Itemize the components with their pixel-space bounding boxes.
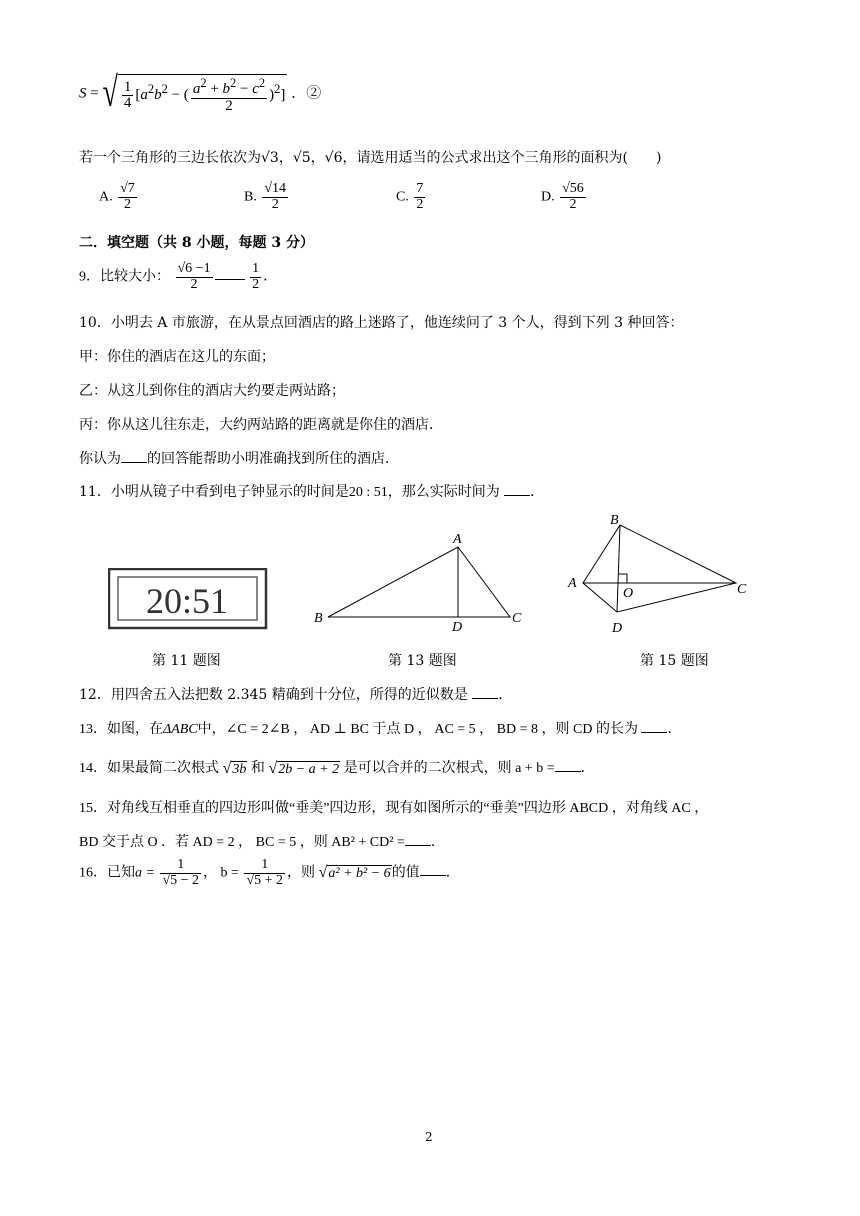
caption-fig11: 第 11 题图 [152, 653, 221, 669]
clock-figure [108, 568, 268, 630]
question-10-ask: 你认为 的回答能帮助小明准确找到所住的酒店． [79, 448, 399, 468]
question-11: 11．小明从镜子中看到电子钟显示的时间是20 : 51，那么实际时间为 ． [79, 481, 544, 501]
label-c: C [512, 611, 522, 626]
answer-yi: 乙：从这儿到你住的酒店大约要走两站路； [79, 383, 345, 399]
question-13: 13．如图，在ΔABC中，∠C = 2∠B ， AD ⊥ BC 于点 D ， AC = 5 ， BD = 8 ，则 CD 的长为 ． [79, 718, 681, 738]
question-10: 10．小明去 A 市旅游，在从景点回酒店的路上迷路了，他连续问了 3 个人，得到下列 3 种回答： [79, 315, 684, 331]
question-15-line2: BD 交于点 O ．若 AD = 2 ， BC = 5 ，则 AB² + CD² = ． [79, 831, 445, 851]
option-c[interactable]: C. $\frac{7}{2}$ [396, 181, 424, 212]
answer-blank[interactable] [504, 481, 530, 496]
heron-formula: S = √ $\frac{1}{4}$ [$a^2b^2$ − ( $\frac{a^2 + b^2 - c^2}{2}$ )$^2$] ．② [79, 70, 322, 117]
answer-blank[interactable] [555, 757, 581, 772]
circled-number: ② [306, 85, 322, 102]
label-b: B [314, 611, 323, 626]
section-title: 二．填空题（共 8 小题，每题 3 分） [79, 235, 314, 251]
question-12: 12．用四舍五入法把数 2.345 精确到十分位，所得的近似数是 ． [79, 684, 512, 704]
answer-blank[interactable] [215, 265, 245, 280]
option-d[interactable]: D. $\frac{√56}{2}$ [541, 181, 584, 212]
answer-blank[interactable] [420, 861, 446, 876]
question-16: 16．已知a = $\frac{1}{√5 - 2}$ ， b = $\frac{1}{√5 + 2}$ ，则 √a² + b² − 6的值 ． [79, 857, 460, 888]
answer-blank[interactable] [405, 831, 431, 846]
caption-fig13: 第 13 题图 [388, 653, 457, 669]
question-15-line1: 15．对角线互相垂直的四边形叫做“垂美”四边形，现有如图所示的“垂美”四边形 ABCD ，对角线 AC ， [79, 801, 709, 816]
label-b: B [610, 513, 619, 528]
answer-jia: 甲：你住的酒店在这儿的东面； [79, 349, 275, 365]
answer-blank[interactable] [472, 684, 498, 699]
figure-13 [310, 532, 530, 632]
caption-fig15: 第 15 题图 [640, 653, 709, 669]
answer-blank[interactable] [121, 448, 147, 463]
option-b[interactable]: B. $\frac{√14}{2}$ [244, 181, 287, 212]
label-a: A [453, 532, 462, 547]
label-c: C [737, 582, 747, 597]
question-8: 若一个三角形的三边长依次为√3，√5，√6，请选用适当的公式求出这个三角形的面积为( ) [79, 150, 662, 166]
option-a[interactable]: A. $\frac{√7}{2}$ [99, 181, 135, 212]
label-o: O [623, 586, 634, 601]
answer-bing: 丙：你从这儿往东走，大约两站路的距离就是你住的酒店． [79, 417, 443, 433]
answer-blank[interactable] [641, 718, 667, 733]
label-d: D [612, 621, 623, 636]
label-a: A [568, 576, 577, 591]
question-9: 9．比较大小： $\frac{√6 -1}{2}$ $\frac{1}{2}$ ． [79, 261, 278, 292]
clock-display: 20:51 [145, 581, 229, 621]
question-14: 14．如果最简二次根式 √3b 和 √2b − a + 2 是可以合并的二次根式，则 a + b = ． [79, 757, 595, 778]
figure-15 [563, 510, 753, 636]
page-number: 2 [425, 1130, 433, 1144]
label-d: D [452, 620, 463, 632]
